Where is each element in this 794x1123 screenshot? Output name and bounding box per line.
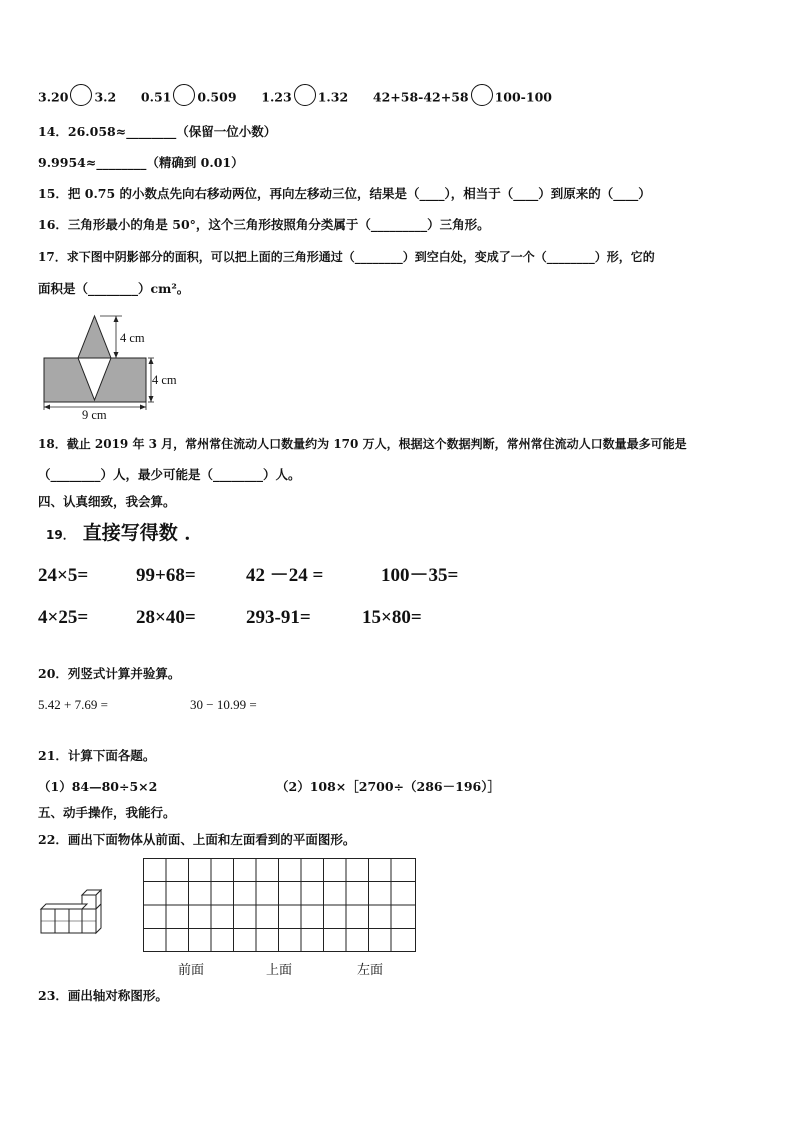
- top-triangle: [78, 316, 111, 358]
- compare-4-left: 42+58-42+58: [372, 89, 469, 105]
- q16-text: 16．三角形最小的角是 50°，这个三角形按照角分类属于（_________）三角形。: [38, 217, 490, 232]
- label-right-4cm: 4 cm: [152, 373, 177, 387]
- q19-r1-c3: 42 －24 =: [246, 565, 324, 586]
- cube-solid-figure: [38, 886, 108, 938]
- q15-text: 15．把 0.75 的小数点先向右移动两位，再向左移动三位，结果是（____），相当于（____）到原来的（____）: [38, 186, 651, 201]
- compare-3-right: 1.32: [317, 89, 349, 105]
- compare-circle-3[interactable]: [294, 84, 316, 106]
- label-bottom-9cm: 9 cm: [82, 408, 107, 422]
- q19-r2-c1: 4×25=: [38, 607, 89, 628]
- label-top-view: 上面: [266, 962, 293, 977]
- compare-circle-1[interactable]: [70, 84, 92, 106]
- q18-line2: （________）人，最少可能是（________）人。: [38, 467, 301, 482]
- q21-title: 21．计算下面各题。: [38, 748, 156, 763]
- label-left-view: 左面: [357, 962, 384, 977]
- compare-1-right: 3.2: [94, 89, 117, 105]
- q21-part1: （1）84—80÷5×2: [38, 779, 158, 794]
- compare-3-left: 1.23: [261, 89, 292, 105]
- q14-line2: 9.9954≈________（精确到 0.01）: [38, 155, 244, 170]
- q13-comparison-row: [38, 90, 552, 106]
- label-front-view: 前面: [178, 962, 205, 977]
- section-4-title: 四、认真细致，我会算。: [38, 494, 176, 509]
- q21-part2: （2）108×［2700÷（286－196）］: [276, 779, 500, 794]
- q19-r2-c3: 293-91=: [246, 607, 311, 628]
- q19-r1-c1: 24×5=: [38, 565, 89, 586]
- q17-line1: 17．求下图中阴影部分的面积，可以把上面的三角形通过（________）到空白处，变成了一个（________）形，它的: [38, 250, 655, 264]
- compare-2-right: 0.509: [197, 89, 237, 105]
- q19-r1-c2: 99+68=: [136, 565, 196, 586]
- q20-expr2: 30 − 10.99 =: [190, 697, 257, 712]
- compare-2-left: 0.51: [140, 89, 172, 105]
- section-5-title: 五、动手操作，我能行。: [38, 805, 176, 820]
- q19-heading: [46, 524, 203, 543]
- q19-r1-c4: 100－35=: [381, 565, 459, 586]
- bottom-shaded-shape: [44, 358, 146, 402]
- compare-4-right: 100-100: [494, 89, 552, 105]
- q23-title: 23．画出轴对称图形。: [38, 988, 168, 1003]
- q20-title: 20．列竖式计算并验算。: [38, 666, 181, 681]
- q19-title: 直接写得数 ．: [82, 522, 204, 544]
- compare-circle-2[interactable]: [173, 84, 195, 106]
- label-top-4cm: 4 cm: [120, 331, 145, 345]
- compare-circle-4[interactable]: [471, 84, 493, 106]
- q14-line1: 14．26.058≈________（保留一位小数）: [38, 124, 277, 139]
- q19-number: 19．: [46, 528, 75, 542]
- q22-title: 22．画出下面物体从前面、上面和左面看到的平面图形。: [38, 832, 356, 847]
- q20-expr1: 5.42 + 7.69 =: [38, 697, 108, 712]
- q17-line2: 面积是（________）cm²。: [38, 281, 190, 296]
- compare-1-left: 3.20: [38, 89, 69, 105]
- q19-r2-c2: 28×40=: [136, 607, 196, 628]
- drawing-grid[interactable]: [143, 858, 417, 954]
- q19-r2-c4: 15×80=: [362, 607, 422, 628]
- q18-line1: 18．截止 2019 年 3 月，常州常住流动人口数量约为 170 万人，根据这个数据判断，常州常住流动人口数量最多可能是: [38, 437, 687, 451]
- shaded-area-figure: [36, 310, 166, 422]
